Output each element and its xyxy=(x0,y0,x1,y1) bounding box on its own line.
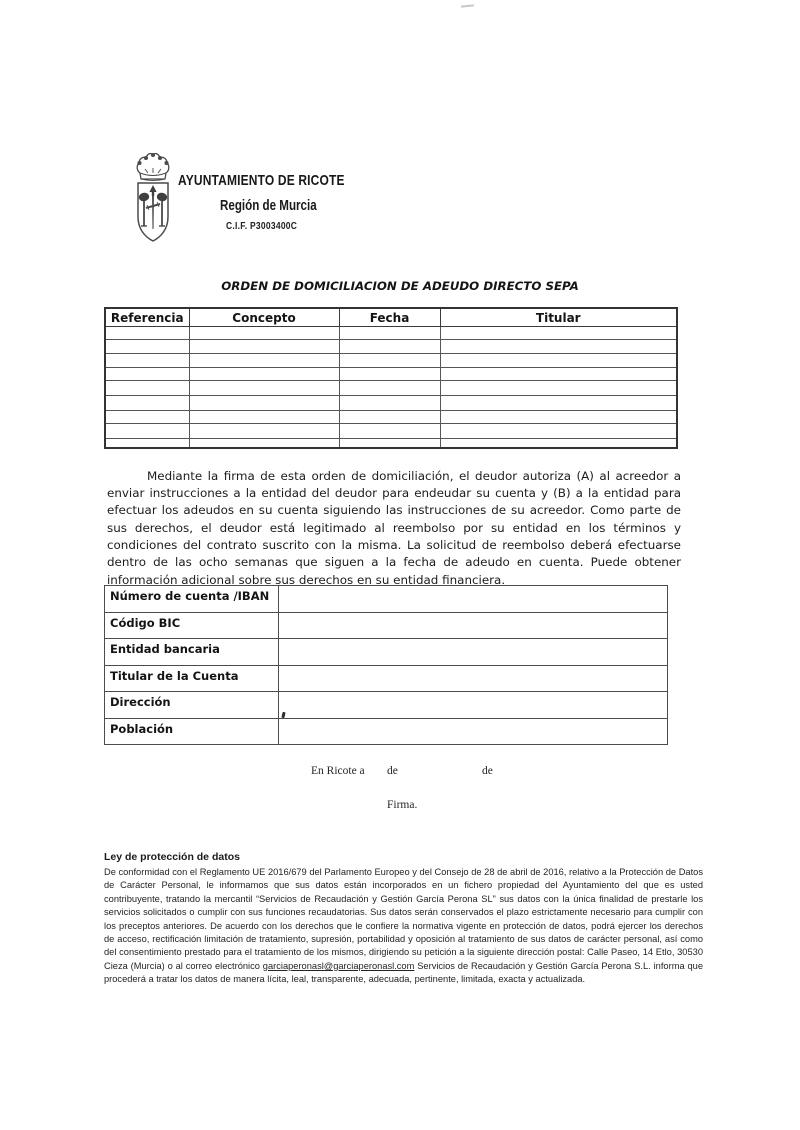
field-row-iban xyxy=(105,586,668,613)
orders-table xyxy=(104,307,678,449)
privacy-text-before-email: De conformidad con el Reglamento UE 2016/679 del Parlamento Europeo y del Consejo de 28 de abril de 2016, relativo a la Protección de Datos de Carácter Personal, le informamos que sus datos están incorporados en un fichero propiedad del Ayuntamiento del que es usted contribuyente, tratando la mercantil “Servicios de Recaudación y Gestión García Perona SL” sus datos con la única finalidad de prestarle los servicios solicitados o cumplir con sus funciones recaudatorias. Sus datos serán conservados el plazo estrictamente necesario para cumplir con los preceptos anteriores. De acuerdo con los derechos que le confiere la normativa vigente en protección de datos, podrá ejercer los derechos de acceso, rectificación limitación de tratamiento, supresión, portabilidad y oposición al tratamiento de sus datos de carácter personal, así como del consentimiento prestado para el tratamiento de los mismos, dirigiendo su petición a la siguiente dirección postal: Calle Paseo, 14 Etlo, 30530 Cieza (Murcia) o al correo electrónico xyxy=(104,867,703,971)
order-empty-cell xyxy=(440,396,677,411)
order-empty-cell xyxy=(339,354,440,368)
scan-artifact-mark xyxy=(461,4,474,7)
order-empty-cell xyxy=(440,368,677,381)
orders-header-row xyxy=(105,308,677,327)
order-empty-cell xyxy=(440,327,677,340)
order-empty-row xyxy=(105,368,677,381)
field-label-poblacion: Población xyxy=(105,718,279,745)
order-empty-cell xyxy=(189,340,339,354)
order-empty-cell xyxy=(105,381,189,396)
field-label-titular: Titular de la Cuenta xyxy=(105,665,279,692)
field-value-titular xyxy=(279,665,668,692)
order-empty-cell xyxy=(339,381,440,396)
field-label-direccion: Dirección xyxy=(105,692,279,719)
order-empty-row xyxy=(105,411,677,424)
data-protection-heading: Ley de protección de datos xyxy=(104,851,240,863)
order-empty-cell xyxy=(189,368,339,381)
order-empty-cell xyxy=(440,424,677,439)
ricote-coat-of-arms-icon xyxy=(126,149,180,249)
signature-de-month: de xyxy=(482,765,493,777)
field-value-iban xyxy=(279,586,668,613)
cif-number: C.I.F. P3003400C xyxy=(226,221,298,232)
field-row-poblacion xyxy=(105,718,668,745)
column-header-fecha: Fecha xyxy=(339,308,440,327)
data-protection-body xyxy=(104,866,703,987)
order-empty-row xyxy=(105,354,677,368)
order-empty-cell xyxy=(440,340,677,354)
order-empty-row xyxy=(105,439,677,448)
sepa-mandate-paragraph: Mediante la firma de esta orden de domiciliación, el deudor autoriza (A) al acreedor a enviar instrucciones a la entidad del deudor para endeudar su cuenta y (B) a la entidad para efectuar los adeudos en su cuenta siguiendo las instrucciones de su acreedor. Como parte de sus derechos, el deudor está legitimado al reembolso por su entidad en los términos y condiciones del contrato suscrito con la misma. La solicitud de reembolso deberá efectuarse dentro de las ocho semanas que siguen a la fecha de adeudo en cuenta. Puede obtener información adicional sobre sus derechos en su entidad financiera. xyxy=(107,468,681,587)
order-empty-cell xyxy=(105,411,189,424)
order-empty-cell xyxy=(339,411,440,424)
document-title: ORDEN DE DOMICILIACION DE ADEUDO DIRECTO SEPA xyxy=(221,279,579,293)
field-row-entidad xyxy=(105,639,668,666)
field-row-titular xyxy=(105,665,668,692)
field-value-bic xyxy=(279,612,668,639)
field-row-bic xyxy=(105,612,668,639)
column-header-titular: Titular xyxy=(440,308,677,327)
signature-de-day: de xyxy=(387,765,398,777)
order-empty-cell xyxy=(440,439,677,448)
data-protection-section xyxy=(104,851,703,987)
order-empty-cell xyxy=(339,396,440,411)
order-empty-cell xyxy=(339,340,440,354)
order-empty-cell xyxy=(440,411,677,424)
order-empty-cell xyxy=(339,424,440,439)
order-empty-cell xyxy=(105,396,189,411)
order-empty-row xyxy=(105,327,677,340)
order-empty-cell xyxy=(189,354,339,368)
order-empty-cell xyxy=(339,368,440,381)
field-value-entidad xyxy=(279,639,668,666)
order-empty-cell xyxy=(339,439,440,448)
privacy-email-link[interactable]: garciaperonasl@garciaperonasl.com xyxy=(262,960,415,971)
column-header-concepto: Concepto xyxy=(189,308,339,327)
order-empty-cell xyxy=(105,424,189,439)
order-empty-cell xyxy=(105,354,189,368)
order-empty-cell xyxy=(339,327,440,340)
order-empty-cell xyxy=(105,340,189,354)
order-empty-cell xyxy=(189,396,339,411)
order-empty-cell xyxy=(189,439,339,448)
account-details-table xyxy=(104,585,668,745)
column-header-referencia: Referencia xyxy=(105,308,189,327)
field-value-direccion xyxy=(279,692,668,719)
order-empty-row xyxy=(105,340,677,354)
order-empty-cell xyxy=(189,424,339,439)
region-name: Región de Murcia xyxy=(220,198,317,214)
field-label-bic: Código BIC xyxy=(105,612,279,639)
organization-name: AYUNTAMIENTO DE RICOTE xyxy=(178,172,345,189)
orders-table-body xyxy=(105,327,677,448)
order-empty-row xyxy=(105,381,677,396)
header-text-block xyxy=(178,172,386,233)
order-empty-cell xyxy=(440,354,677,368)
order-empty-cell xyxy=(105,368,189,381)
order-empty-cell xyxy=(189,381,339,396)
order-empty-cell xyxy=(105,327,189,340)
order-empty-row xyxy=(105,424,677,439)
field-row-direccion xyxy=(105,692,668,719)
order-empty-row xyxy=(105,396,677,411)
municipal-logo xyxy=(126,149,180,253)
field-value-poblacion xyxy=(279,718,668,745)
order-empty-cell xyxy=(189,411,339,424)
order-empty-cell xyxy=(440,381,677,396)
signature-place-prefix: En Ricote a xyxy=(311,765,365,777)
order-empty-cell xyxy=(105,439,189,448)
signature-firma-label: Firma. xyxy=(387,799,418,811)
field-label-iban: Número de cuenta /IBAN xyxy=(105,586,279,613)
privacy-text-after-email: Servicios de Recaudación y Gestión García Perona S.L. informa que procederá a tratar los datos de manera lícita, leal, transparente, adecuada, pertinente, limitada, exacta y actualizada. xyxy=(104,960,703,985)
order-empty-cell xyxy=(189,327,339,340)
field-label-entidad: Entidad bancaria xyxy=(105,639,279,666)
